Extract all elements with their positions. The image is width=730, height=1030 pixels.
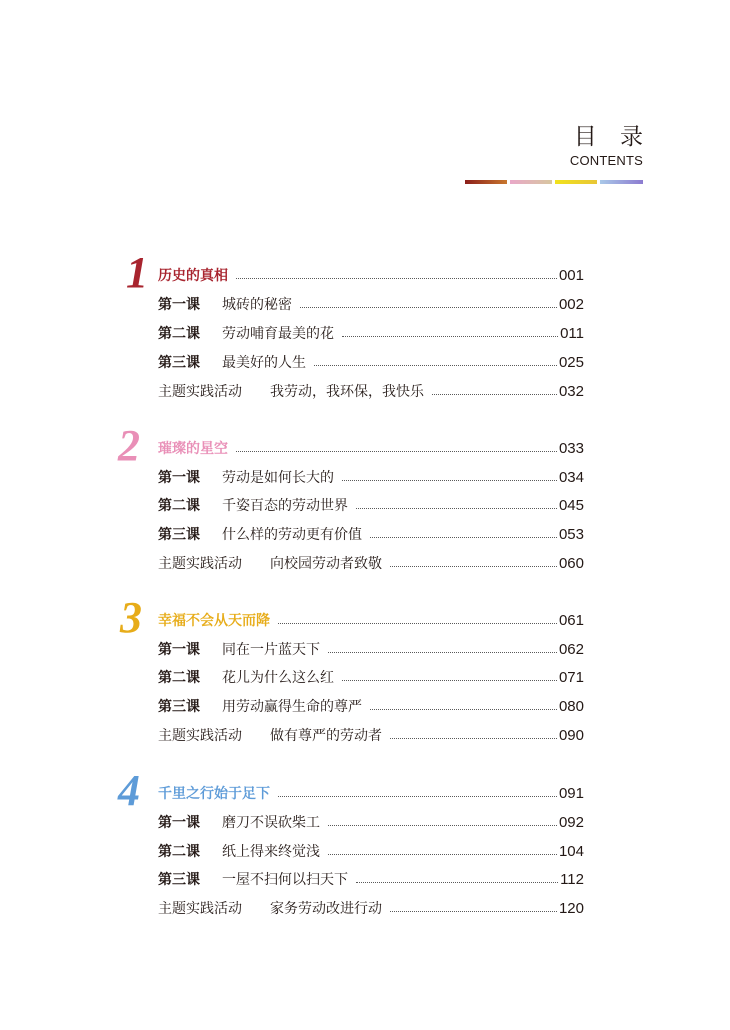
leader-dots (236, 278, 557, 279)
unit-3-lesson-1[interactable] (158, 639, 584, 659)
lesson-page: 053 (558, 525, 584, 543)
lesson-title: 城砖的秘密 (222, 297, 292, 313)
unit-1-lesson-3[interactable] (158, 352, 584, 372)
leader-dots (390, 566, 557, 567)
unit-3-entry[interactable] (158, 610, 584, 630)
lesson-label: 第一课 (158, 297, 200, 313)
activity-title: 做有尊严的劳动者 (270, 728, 382, 744)
lesson-label: 第二课 (158, 326, 200, 342)
leader-dots (278, 796, 557, 797)
lesson-title: 什么样的劳动更有价值 (222, 527, 362, 543)
unit-1-entry[interactable] (158, 265, 584, 285)
unit-3-lesson-2[interactable] (158, 667, 584, 687)
leader-dots (278, 623, 557, 624)
leader-dots (328, 652, 557, 653)
leader-dots (390, 911, 557, 912)
unit-3-activity[interactable] (158, 725, 584, 745)
lesson-label: 第一课 (158, 470, 200, 486)
unit-2-number: 2 (118, 421, 140, 470)
lesson-label: 第一课 (158, 815, 200, 831)
leader-dots (390, 738, 557, 739)
lesson-title: 磨刀不误砍柴工 (222, 815, 320, 831)
color-bars (465, 180, 643, 184)
lesson-title: 千姿百态的劳动世界 (222, 498, 348, 514)
activity-page: 060 (558, 554, 584, 572)
unit-4-activity[interactable] (158, 898, 584, 918)
page-title: 目 录 (573, 124, 651, 150)
lesson-title: 用劳动赢得生命的尊严 (222, 699, 362, 715)
unit-2-page: 033 (558, 439, 584, 457)
unit-4-page: 091 (558, 784, 584, 802)
color-bar-2 (510, 180, 552, 184)
lesson-page: 034 (558, 468, 584, 486)
lesson-page: 045 (558, 496, 584, 514)
leader-dots (370, 537, 557, 538)
leader-dots (328, 854, 557, 855)
unit-1-number: 1 (126, 248, 148, 297)
leader-dots (328, 825, 557, 826)
lesson-page: 002 (558, 295, 584, 313)
unit-4-lesson-3[interactable] (158, 869, 584, 889)
lesson-title: 同在一片蓝天下 (222, 642, 320, 658)
activity-page: 032 (558, 382, 584, 400)
color-bar-4 (600, 180, 643, 184)
leader-dots (370, 709, 557, 710)
activity-title: 我劳动，我环保，我快乐 (270, 384, 424, 400)
lesson-page: 071 (558, 668, 584, 686)
unit-2-entry[interactable] (158, 438, 584, 458)
leader-dots (356, 508, 557, 509)
lesson-label: 第一课 (158, 642, 200, 658)
unit-1-page: 001 (558, 266, 584, 284)
lesson-page: 080 (558, 697, 584, 715)
unit-2-title: 璀璨的星空 (158, 441, 228, 457)
lesson-title: 纸上得来终觉浅 (222, 844, 320, 860)
activity-page: 120 (558, 899, 584, 917)
lesson-title: 劳动是如何长大的 (222, 470, 334, 486)
lesson-label: 第二课 (158, 844, 200, 860)
leader-dots (432, 394, 557, 395)
leader-dots (314, 365, 557, 366)
leader-dots (356, 882, 558, 883)
unit-3-title: 幸福不会从天而降 (158, 613, 270, 629)
unit-2-lesson-3[interactable] (158, 524, 584, 544)
lesson-label: 第三课 (158, 355, 200, 371)
lesson-page: 112 (560, 870, 584, 888)
unit-1-lesson-2[interactable] (158, 323, 584, 343)
leader-dots (342, 480, 557, 481)
unit-4-title: 千里之行始于足下 (158, 786, 270, 802)
lesson-label: 第三课 (158, 527, 200, 543)
lesson-page: 025 (558, 353, 584, 371)
unit-2-lesson-1[interactable] (158, 467, 584, 487)
activity-page: 090 (558, 726, 584, 744)
lesson-title: 一屋不扫何以扫天下 (222, 872, 348, 888)
activity-label: 主题实践活动 (158, 901, 242, 917)
color-bar-3 (555, 180, 597, 184)
activity-label: 主题实践活动 (158, 384, 242, 400)
leader-dots (236, 451, 557, 452)
unit-3-lesson-3[interactable] (158, 696, 584, 716)
leader-dots (342, 680, 557, 681)
lesson-label: 第二课 (158, 670, 200, 686)
lesson-title: 最美好的人生 (222, 355, 306, 371)
activity-title: 向校园劳动者致敬 (270, 556, 382, 572)
lesson-page: 062 (558, 640, 584, 658)
unit-3-number: 3 (120, 593, 142, 642)
unit-3-page: 061 (558, 611, 584, 629)
toc-header (569, 123, 651, 169)
unit-4-number: 4 (118, 766, 140, 815)
lesson-label: 第三课 (158, 872, 200, 888)
leader-dots (342, 336, 558, 337)
unit-2-activity[interactable] (158, 553, 584, 573)
unit-1-activity[interactable] (158, 381, 584, 401)
lesson-label: 第三课 (158, 699, 200, 715)
page-subtitle: CONTENTS (569, 153, 643, 168)
lesson-page: 092 (558, 813, 584, 831)
unit-1-lesson-1[interactable] (158, 294, 584, 314)
activity-label: 主题实践活动 (158, 556, 242, 572)
activity-label: 主题实践活动 (158, 728, 242, 744)
lesson-page: 011 (560, 324, 584, 342)
unit-4-lesson-1[interactable] (158, 812, 584, 832)
unit-1-title: 历史的真相 (158, 268, 228, 284)
lesson-page: 104 (558, 842, 584, 860)
lesson-title: 花儿为什么这么红 (222, 670, 334, 686)
unit-4-entry[interactable] (158, 783, 584, 803)
lesson-label: 第二课 (158, 498, 200, 514)
lesson-title: 劳动哺育最美的花 (222, 326, 334, 342)
unit-4-lesson-2[interactable] (158, 841, 584, 861)
unit-2-lesson-2[interactable] (158, 495, 584, 515)
activity-title: 家务劳动改进行动 (270, 901, 382, 917)
leader-dots (300, 307, 557, 308)
color-bar-1 (465, 180, 507, 184)
